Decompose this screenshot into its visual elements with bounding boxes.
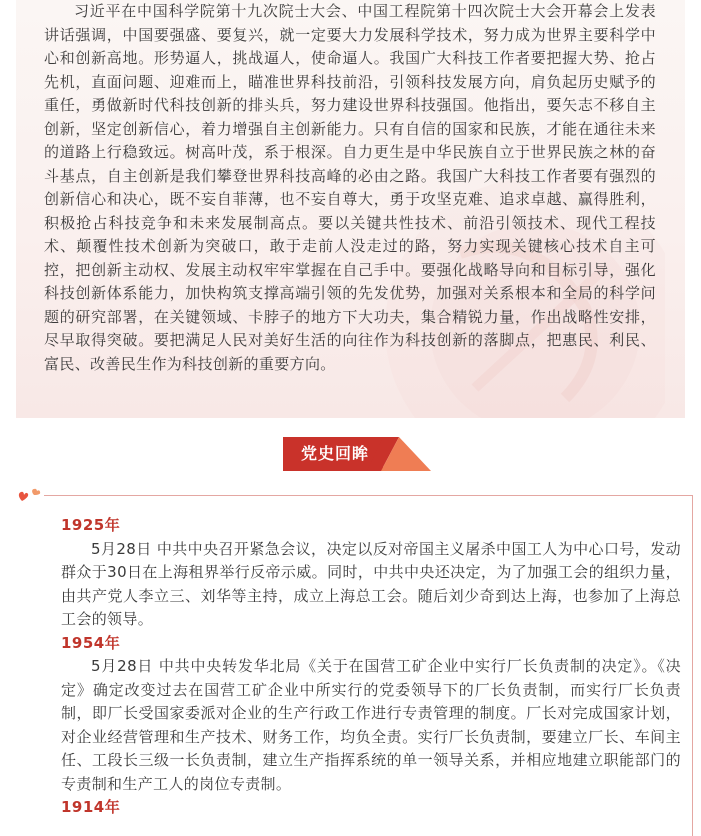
speech-quote-text: 习近平在中国科学院第十九次院士大会、中国工程院第十四次院士大会开幕会上发表讲话强调，中国要强盛、要复兴，就一定要大力发展科学技术，努力成为世界主要科学中心和创新高地。形势逼人，挑战逼人，使命逼人。我国广大科技工作者要把握大势、抢占先机，直面问题、迎难而上，瞄准世界科技前沿，引领科技发展方向，肩负起历史赋予的重任，勇做新时代科技创新的排头兵，努力建设世界科技强国。他指出，要矢志不移自主创新，坚定创新信心，着力增强自主创新能力。只有自信的国家和民族，才能在通往未来的道路上行稳致远。树高叶茂，系于根深。自力更生是中华民族自立于世界民族之林的奋斗基点，自主创新是我们攀登世界科技高峰的必由之路。我国广大科技工作者要有强烈的创新信心和决心，既不妄自菲薄，也不妄自尊大，勇于攻坚克难、追求卓越、赢得胜利，积极抢占科技竞争和未来发展制高点。要以关键共性技术、前沿引领技术、现代工程技术、颠覆性技术创新为突破口，敢于走前人没走过的路，努力实现关键核心技术自主可控，把创新主动权、发展主动权牢牢掌握在自己手中。要强化战略导向和目标引导，强化科技创新体系能力，加快构筑支撑高端引领的先发优势，加强对关系根本和全局的科学问题的研究部署，在关键领域、卡脖子的地方下大功夫，集合精锐力量，作出战略性安排，尽早取得突破。要把满足人民对美好生活的向往作为科技创新的落脚点，把惠民、利民、富民、改善民生作为科技创新的重要方向。 bbox=[44, 2, 656, 373]
event-text: 5月28日 中共中央召开紧急会议，决定以反对帝国主义屠杀中国工人为中心口号，发动群众于30日在上海租界举行反帝示威。同时，中共中央还决定，为了加强工会的组织力量，由共产党人李立三、刘华等主持，成立上海总工会。随后刘少奇到达上海，也参加了上海总工会的领导。 bbox=[61, 539, 681, 628]
event-year: 1914年 bbox=[61, 798, 121, 816]
history-event bbox=[61, 796, 681, 820]
event-year: 1954年 bbox=[61, 633, 121, 652]
section-header bbox=[283, 437, 431, 471]
hearts-icon bbox=[16, 487, 46, 511]
quote-card bbox=[16, 0, 685, 418]
event-text: 5月28日 中共中央转发华北局《关于在国营工矿企业中实行厂长负责制的决定》。《决定》确定改变过去在国营工矿企业中所实行的党委领导下的厂长负责制，而实行厂长负责制，即厂长受国家委派对企业的生产行政工作进行专责管理的制度。厂长对完成国家计划，对企业经营管理和生产技术、财务工作，均负全责。实行厂长负责制，要建立厂长、车间主任、工段长三级一长负责制，建立生产指挥系统的单一领导关系，并相应地建立职能部门的专责制和生产工人的岗位专责制。 bbox=[61, 657, 681, 793]
history-events bbox=[61, 514, 681, 820]
event-year: 1925年 bbox=[61, 516, 121, 534]
history-event bbox=[61, 514, 681, 632]
history-event bbox=[61, 632, 681, 797]
section-title: 党史回眸 bbox=[301, 444, 370, 463]
